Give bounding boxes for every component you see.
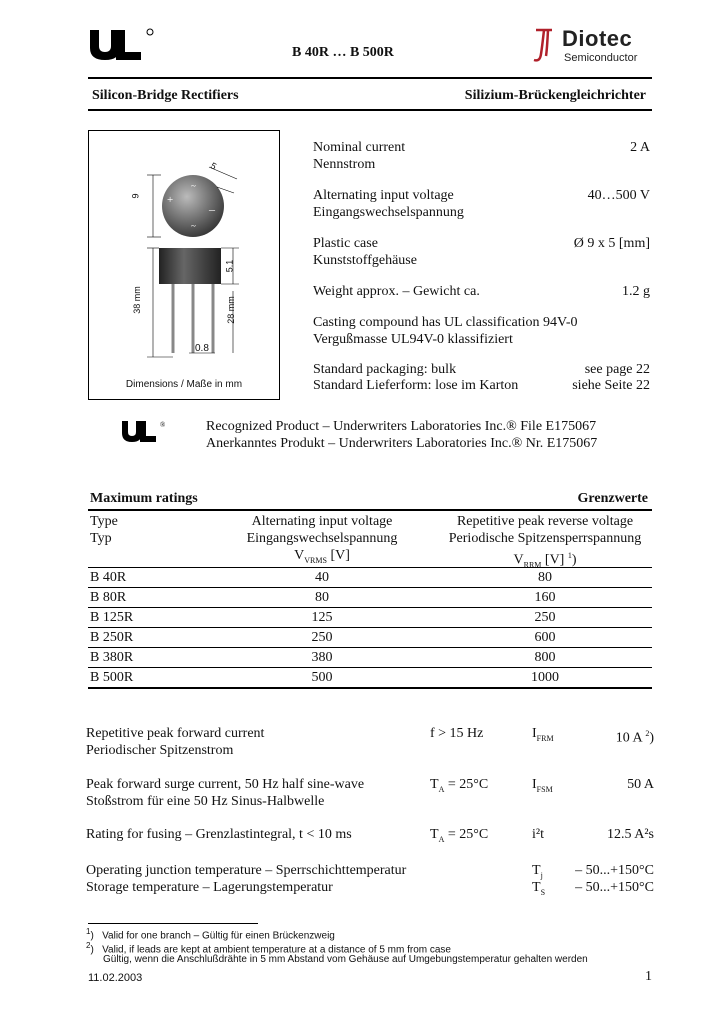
svg-text:–: – bbox=[209, 202, 215, 216]
param-symbol: $T_j$ bbox=[532, 863, 543, 880]
param-de: Stoßstrom für eine 50 Hz Sinus-Halbwelle bbox=[86, 794, 325, 809]
subtitle-en: Silicon-Bridge Rectifiers bbox=[92, 88, 239, 103]
drawing-caption: Dimensions / Maße in mm bbox=[125, 379, 243, 390]
spec-de: Eingangswechselspannung bbox=[313, 205, 464, 220]
spec-en: Nominal current bbox=[313, 140, 406, 155]
ul-notice-de: Anerkanntes Produkt – Underwriters Laboratories Inc.® Nr. E175067 bbox=[206, 436, 598, 451]
spec-de: Nennstrom bbox=[313, 157, 376, 172]
spec-value: Ø 9 x 5 [mm] bbox=[573, 236, 650, 251]
dim-body: 5.1 bbox=[224, 259, 235, 273]
param-value: – 50...+150°C bbox=[575, 880, 654, 895]
table-header-type: Type bbox=[90, 514, 118, 529]
param-value: 50 A bbox=[627, 777, 654, 792]
ul-mark-icon bbox=[120, 419, 170, 445]
footnote-de: Gültig, wenn die Anschlußdrähte in 5 mm Abstand vom Gehäuse auf Umgebungstemperatur gehalten werden bbox=[103, 954, 588, 965]
param-de: Periodischer Spitzenstrom bbox=[86, 743, 234, 758]
spec-en: Casting compound has UL classification 94V-0 bbox=[313, 315, 578, 330]
footnote: $^1$) Valid for one branch – Gültig für einen Brückenzweig bbox=[86, 927, 335, 942]
dim-diameter: 9 bbox=[130, 193, 141, 199]
param-en: Rating for fusing – Grenzlastintegral, t < 10 ms bbox=[86, 827, 352, 842]
table-cell-vrms: 500 bbox=[311, 670, 333, 685]
spec-de: Standard Lieferform: lose im Karton bbox=[313, 378, 519, 393]
param-value: 10 A $^2$) bbox=[615, 729, 654, 746]
spec-en: Standard packaging: bulk bbox=[313, 362, 457, 377]
page-number: 1 bbox=[645, 969, 652, 984]
spec-en: Plastic case bbox=[313, 236, 378, 251]
page-title: B 40R … B 500R bbox=[292, 45, 394, 60]
table-cell-type: B 80R bbox=[90, 590, 127, 605]
table-cell-type: B 500R bbox=[90, 670, 134, 685]
dim-top: 5 bbox=[208, 160, 219, 172]
param-value: – 50...+150°C bbox=[575, 863, 654, 878]
svg-text:®: ® bbox=[160, 421, 166, 429]
table-cell-vrms: 250 bbox=[311, 630, 333, 645]
table-header-vrrm: Repetitive peak reverse voltage bbox=[456, 514, 634, 529]
table-cell-vrrm: 250 bbox=[534, 610, 556, 625]
param-en: Storage temperature – Lagerungstemperatur bbox=[86, 880, 333, 895]
spec-de: Kunststoffgehäuse bbox=[313, 253, 417, 268]
package-drawing bbox=[88, 130, 280, 400]
table-cell-vrms: 125 bbox=[311, 610, 333, 625]
table-cell-type: B 125R bbox=[90, 610, 134, 625]
param-condition: f > 15 Hz bbox=[430, 726, 484, 741]
param-condition: $T_A = 25^\circ C$ bbox=[430, 827, 489, 844]
table-cell-vrms: 80 bbox=[315, 590, 329, 605]
brand-logo bbox=[530, 26, 660, 66]
spec-value: 40…500 V bbox=[587, 188, 650, 203]
param-symbol: i²t bbox=[532, 827, 544, 842]
subtitle-de: Silizium-Brückengleichrichter bbox=[464, 88, 646, 103]
table-cell-type: B 380R bbox=[90, 650, 134, 665]
ratings-title-en: Maximum ratings bbox=[90, 491, 198, 506]
param-en: Repetitive peak forward current bbox=[86, 726, 265, 741]
footer-date: 11.02.2003 bbox=[88, 972, 143, 984]
table-header-vrms-unit: $V_{VRMS}$ [V] bbox=[294, 548, 350, 565]
svg-text:~: ~ bbox=[191, 181, 196, 191]
table-cell-vrrm: 600 bbox=[534, 630, 556, 645]
table-header-vrms: Alternating input voltage bbox=[251, 514, 393, 529]
table-cell-vrrm: 80 bbox=[538, 570, 552, 585]
dim-wire: 0.8 bbox=[195, 343, 209, 354]
param-value: 12.5 A²s bbox=[607, 827, 654, 842]
table-cell-vrrm: 1000 bbox=[531, 670, 559, 685]
table-cell-vrms: 40 bbox=[315, 570, 329, 585]
param-symbol: $I_{FRM}$ bbox=[532, 726, 554, 743]
table-cell-type: B 250R bbox=[90, 630, 134, 645]
brand-name: Diotec bbox=[562, 26, 633, 51]
ul-logo-icon bbox=[86, 26, 158, 62]
table-header-vrrm-unit: $V_{RRM}$ [V] $^1$) bbox=[513, 551, 577, 570]
spec-value-de: siehe Seite 22 bbox=[572, 378, 650, 393]
spec-en: Alternating input voltage bbox=[313, 188, 454, 203]
package-outline-icon bbox=[89, 131, 279, 399]
table-cell-type: B 40R bbox=[90, 570, 127, 585]
param-en: Peak forward surge current, 50 Hz half sine-wave bbox=[86, 777, 365, 792]
ul-notice-en: Recognized Product – Underwriters Laboratories Inc.® File E175067 bbox=[206, 419, 597, 434]
svg-text:~: ~ bbox=[191, 221, 196, 231]
param-symbol: $I_{FSM}$ bbox=[532, 777, 553, 794]
dim-lead: 28 mm bbox=[225, 296, 236, 324]
param-en: Operating junction temperature – Sperrschichttemperatur bbox=[86, 863, 407, 878]
spec-value: 1.2 g bbox=[622, 284, 650, 299]
footnote: $^2$) Valid, if leads are kept at ambient temperature at a distance of 5 mm from case bbox=[86, 941, 451, 956]
param-symbol: $T_S$ bbox=[532, 880, 546, 897]
table-cell-vrrm: 800 bbox=[534, 650, 556, 665]
table-header-vrms-de: Eingangswechselspannung bbox=[246, 531, 398, 546]
spec-en: Weight approx. – Gewicht ca. bbox=[313, 284, 480, 299]
param-condition: $T_A = 25^\circ C$ bbox=[430, 777, 489, 794]
spec-value: see page 22 bbox=[584, 362, 650, 377]
spec-de: Vergußmasse UL94V-0 klassifiziert bbox=[313, 332, 513, 347]
svg-text:+: + bbox=[167, 194, 174, 206]
spec-value: 2 A bbox=[630, 140, 650, 155]
brand-subtitle: Semiconductor bbox=[564, 52, 638, 64]
table-header-vrrm-de: Periodische Spitzensperrspannung bbox=[448, 531, 642, 546]
diotec-logo-icon bbox=[530, 26, 558, 66]
ratings-title-de: Grenzwerte bbox=[577, 491, 648, 506]
table-cell-vrms: 380 bbox=[311, 650, 333, 665]
dim-total: 38 mm bbox=[131, 286, 142, 314]
table-header-type-de: Typ bbox=[90, 531, 112, 546]
table-cell-vrrm: 160 bbox=[534, 590, 556, 605]
